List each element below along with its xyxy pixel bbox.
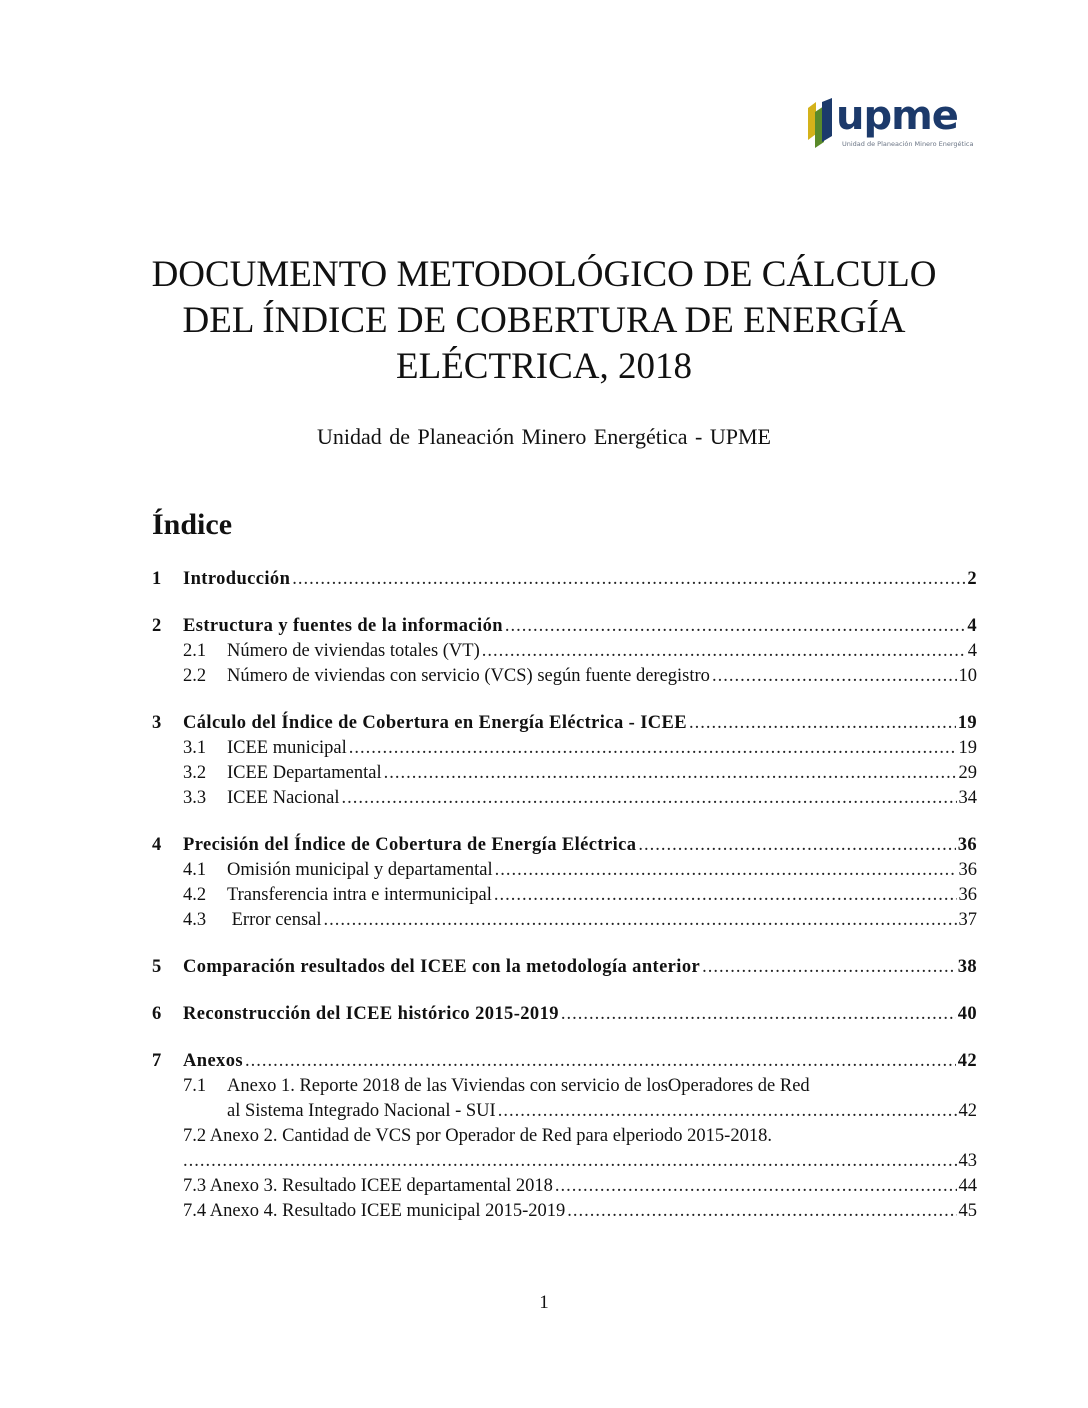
toc-leader	[555, 1174, 957, 1199]
toc-number: 5	[152, 957, 162, 977]
toc-entry-4-3[interactable]	[152, 908, 977, 933]
toc-page: 2	[967, 569, 977, 589]
toc-title: Comparación resultados del ICEE con la metodología anterior	[183, 957, 701, 977]
toc-title: 7.2 Anexo 2. Cantidad de VCS por Operador de Red para elperiodo 2015-2018.	[183, 1126, 772, 1146]
toc-entry-6[interactable]	[152, 1002, 977, 1027]
toc-page: 34	[958, 788, 977, 808]
toc-page: 38	[957, 957, 977, 977]
toc-number: 2.1	[183, 641, 207, 661]
toc-leader	[292, 567, 965, 592]
toc-page: 10	[958, 666, 977, 686]
toc-number: 3.2	[183, 763, 207, 783]
toc-entry-7-2-line-2[interactable]	[152, 1149, 977, 1174]
toc-title: ICEE Departamental	[227, 763, 382, 783]
toc-title: Reconstrucción del ICEE histórico 2015-2019	[183, 1004, 559, 1024]
toc-entry-1[interactable]	[152, 567, 977, 592]
toc-number: 4.2	[183, 885, 207, 905]
toc-title: Número de viviendas totales (VT)	[227, 641, 480, 661]
toc-entry-3-2[interactable]	[152, 761, 977, 786]
toc-entry-3[interactable]	[152, 711, 977, 736]
title-line-1: DOCUMENTO METODOLÓGICO DE CÁLCULO	[151, 254, 937, 295]
toc-entry-3-1[interactable]	[152, 736, 977, 761]
toc-number: 3	[152, 713, 162, 733]
toc-entry-4-2[interactable]	[152, 883, 977, 908]
toc-leader	[505, 614, 965, 639]
toc-number: 7	[152, 1051, 162, 1071]
toc-number: 1	[152, 569, 162, 589]
toc-page: 19	[958, 738, 977, 758]
toc-entry-2[interactable]	[152, 614, 977, 639]
toc-leader	[482, 639, 966, 664]
toc-number: 4	[152, 835, 162, 855]
toc-number: 3.1	[183, 738, 207, 758]
toc-entry-7-4[interactable]	[152, 1199, 977, 1224]
toc-page: 42	[957, 1051, 977, 1071]
title-line-3: ELÉCTRICA, 2018	[396, 346, 692, 387]
toc-leader	[245, 1049, 956, 1074]
toc-title-continued: al Sistema Integrado Nacional - SUI	[227, 1101, 496, 1121]
toc-leader	[689, 711, 956, 736]
toc-title: Anexo 1. Reporte 2018 de las Viviendas con servicio de losOperadores de Red	[227, 1076, 810, 1096]
toc-number: 6	[152, 1004, 162, 1024]
toc-number: 4.1	[183, 860, 207, 880]
toc-page: 19	[957, 713, 977, 733]
toc-page: 4	[967, 641, 977, 661]
toc-title: Cálculo del Índice de Cobertura en Energía Eléctrica - ICEE	[183, 713, 688, 733]
toc-page: 40	[957, 1004, 977, 1024]
toc-title: Estructura y fuentes de la información	[183, 616, 503, 636]
toc-entry-5[interactable]	[152, 955, 977, 980]
logo-wordmark: upme	[836, 93, 958, 139]
toc-entry-4[interactable]	[152, 833, 977, 858]
toc-entry-7-2-line-1[interactable]	[152, 1124, 977, 1149]
toc-title: Transferencia intra e intermunicipal	[227, 885, 492, 905]
toc-title: Omisión municipal y departamental	[227, 860, 493, 880]
toc-entry-7[interactable]	[152, 1049, 977, 1074]
toc-leader	[638, 833, 955, 858]
logo-tagline: Unidad de Planeación Minero Energética	[842, 140, 974, 148]
toc-leader	[567, 1199, 956, 1224]
toc-leader	[349, 736, 957, 761]
toc-leader	[498, 1099, 957, 1124]
toc-page: 36	[958, 860, 977, 880]
toc-leader	[495, 858, 957, 883]
toc-number: 2	[152, 616, 162, 636]
toc-number: 4.3	[183, 910, 207, 930]
toc-page: 44	[958, 1176, 977, 1196]
toc-title: Introducción	[183, 569, 291, 589]
toc-number: 2.2	[183, 666, 207, 686]
page-number: 1	[539, 1292, 549, 1313]
toc-number: 3.3	[183, 788, 207, 808]
upme-logo	[806, 93, 974, 156]
table-of-contents	[152, 567, 977, 1224]
toc-entry-2-1[interactable]	[152, 639, 977, 664]
toc-page: 45	[958, 1201, 977, 1221]
toc-entry-7-3[interactable]	[152, 1174, 977, 1199]
toc-page: 42	[958, 1101, 977, 1121]
toc-page: 4	[967, 616, 977, 636]
toc-page: 37	[958, 910, 977, 930]
toc-title: ICEE Nacional	[227, 788, 340, 808]
index-heading: Índice	[152, 508, 233, 541]
toc-page: 36	[958, 885, 977, 905]
toc-leader	[561, 1002, 956, 1027]
toc-number: 7.1	[183, 1076, 207, 1096]
toc-page: 36	[957, 835, 977, 855]
toc-title: Precisión del Índice de Cobertura de Energía Eléctrica	[183, 835, 637, 855]
toc-entry-4-1[interactable]	[152, 858, 977, 883]
toc-leader	[702, 955, 956, 980]
toc-entry-3-3[interactable]	[152, 786, 977, 811]
document-subtitle: Unidad de Planeación Minero Energética - UPME	[317, 424, 771, 449]
toc-title: ICEE municipal	[227, 738, 347, 758]
toc-entry-2-2[interactable]	[152, 664, 977, 689]
document-title	[60, 252, 1028, 390]
toc-leader	[712, 664, 957, 689]
toc-leader	[183, 1149, 957, 1174]
toc-leader	[494, 883, 957, 908]
toc-leader	[342, 786, 957, 811]
toc-entry-7-1-line-2[interactable]	[152, 1099, 977, 1124]
toc-leader	[384, 761, 957, 786]
toc-page: 43	[958, 1151, 977, 1171]
toc-title: 7.3 Anexo 3. Resultado ICEE departamental 2018	[183, 1176, 553, 1196]
toc-title: Error censal	[227, 910, 322, 930]
toc-title: Número de viviendas con servicio (VCS) según fuente deregistro	[227, 666, 710, 686]
toc-leader	[324, 908, 957, 933]
upme-logo-mark-icon	[806, 98, 836, 152]
toc-page: 29	[958, 763, 977, 783]
title-line-2: DEL ÍNDICE DE COBERTURA DE ENERGÍA	[182, 300, 906, 341]
toc-title: 7.4 Anexo 4. Resultado ICEE municipal 2015-2019	[183, 1201, 566, 1221]
toc-entry-7-1-line-1[interactable]	[152, 1074, 977, 1099]
toc-title: Anexos	[183, 1051, 243, 1071]
